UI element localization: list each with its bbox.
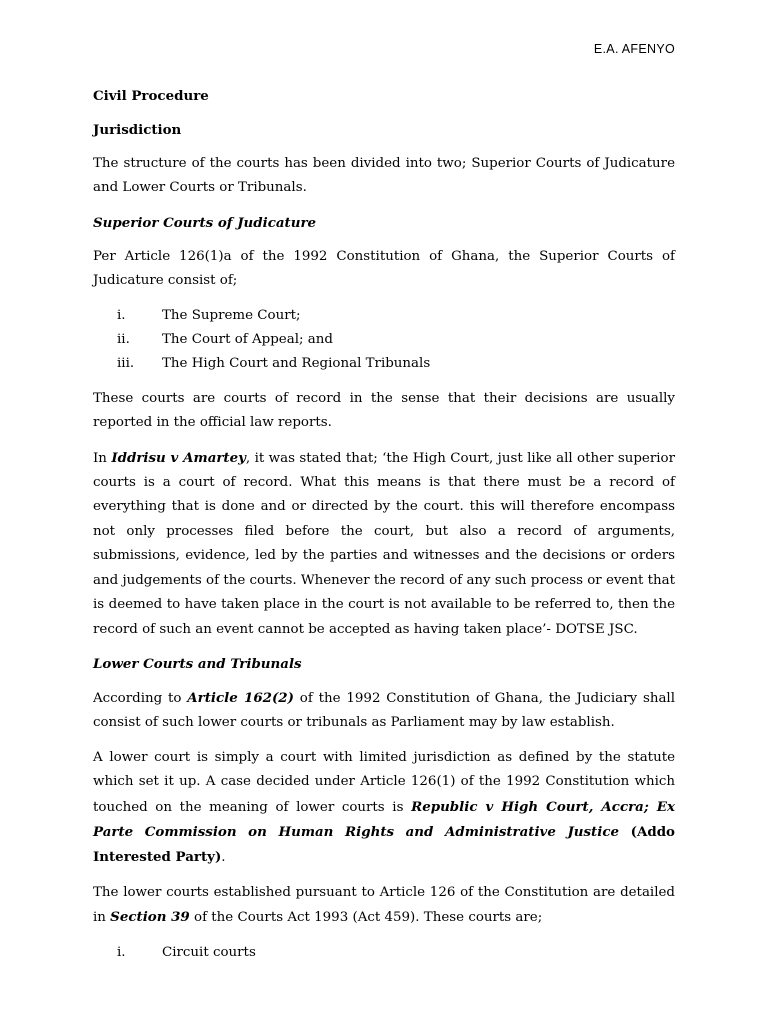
list-item (93, 328, 675, 352)
list-item-number: ii. (117, 332, 130, 348)
case-prefix: In (93, 450, 112, 466)
list-item (93, 352, 675, 376)
list-item-text: The Court of Appeal; and (162, 332, 333, 348)
author-header: E.A. AFENYO (593, 42, 675, 56)
list-item (93, 941, 675, 965)
para-prefix: According to (93, 690, 188, 706)
courts-of-record-paragraph: These courts are courts of record in the sense that their decisions are usually reported in the official law reports. (93, 390, 675, 431)
lower-courts-list (93, 941, 675, 965)
interested-party: (Addo Interested Party) (93, 823, 675, 866)
section-reference: Section 39 (110, 909, 190, 926)
list-item-text: The Supreme Court; (162, 307, 301, 323)
para-text: A lower court is simply a court with limited jurisdiction as defined by the statute which set it up. A case decided under Article 126(1) of the 1992 Constitution which touched on the meaning of lower courts is (93, 749, 675, 815)
superior-courts-heading: Superior Courts of Judicature (93, 214, 317, 231)
superior-courts-paragraph: Per Article 126(1)a of the 1992 Constitution of Ghana, the Superior Courts of Judicature consist of; (93, 248, 675, 289)
lower-courts-paragraph-1 (93, 686, 675, 736)
list-item-number: i. (117, 307, 126, 323)
lower-courts-paragraph-3 (93, 881, 675, 931)
para-end: . (221, 850, 226, 866)
superior-courts-list (93, 304, 675, 377)
case-name: Republic v High Court, Accra; Ex Parte Commission on Human Rights and Administrative Justice (93, 798, 675, 840)
section-heading: Jurisdiction (93, 122, 182, 138)
list-item (93, 304, 675, 328)
list-item-number: i. (117, 944, 126, 960)
case-quote: , it was stated that; ‘the High Court, just like all other superior courts is a court of record. What this means is that there must be a record of everything that is done and or directed by the court. this will therefore encompass not only processes filed before the court, but also a record of arguments, submissions, evidence, led by the parties and witnesses and the decisions or orders and judgements of the courts. Whenever the record of any such process or event that is deemed to have taken place in the court is not available to be referred to, then the record of such an event cannot be accepted as having taken place’- DOTSE JSC. (93, 450, 675, 637)
list-item-number: iii. (117, 356, 135, 372)
case-quote-paragraph (93, 446, 675, 642)
intro-paragraph: The structure of the courts has been divided into two; Superior Courts of Judicature and Lower Courts or Tribunals. (93, 156, 675, 196)
list-item-text: Circuit courts (162, 944, 256, 960)
list-item-text: The High Court and Regional Tribunals (162, 356, 431, 372)
document-title: Civil Procedure (93, 88, 209, 104)
para-text: of the Courts Act 1993 (Act 459). These courts are; (189, 910, 543, 926)
article-reference: Article 162(2) (187, 689, 294, 706)
case-name: Iddrisu v Amartey (111, 449, 246, 466)
lower-courts-heading: Lower Courts and Tribunals (93, 655, 302, 672)
lower-courts-paragraph-2 (93, 746, 675, 871)
para-prefix: The lower courts established pursuant to Article 126 of the Constitution are detailed in (93, 884, 675, 926)
document-body (93, 84, 675, 975)
para-text: of the 1992 Constitution of Ghana, the Judiciary shall consist of such lower courts or tribunals as Parliament may by law establish. (93, 690, 675, 731)
